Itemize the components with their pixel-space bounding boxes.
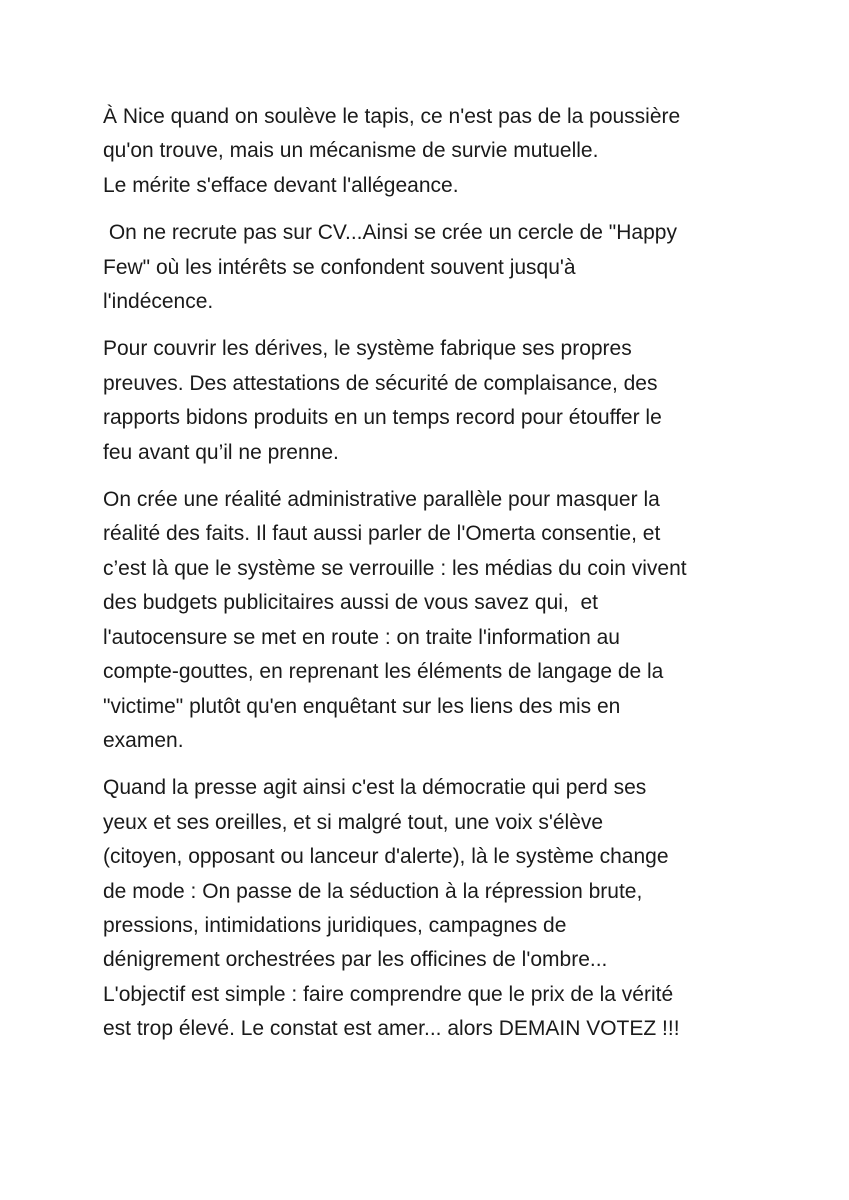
text-line: est trop élevé. Le constat est amer... alors DEMAIN VOTEZ !!! bbox=[103, 1017, 680, 1041]
text-line: dénigrement orchestrées par les officines de l'ombre... bbox=[103, 948, 608, 972]
text-line: qu'on trouve, mais un mécanisme de survie mutuelle. bbox=[103, 139, 599, 163]
text-line: pressions, intimidations juridiques, campagnes de bbox=[103, 913, 567, 937]
text-line: des budgets publicitaires aussi de vous savez qui, et bbox=[103, 591, 598, 615]
text-line: Pour couvrir les dérives, le système fabrique ses propres bbox=[103, 337, 632, 361]
text-line: L'objectif est simple : faire comprendre que le prix de la vérité bbox=[103, 982, 674, 1006]
paragraph-1 bbox=[103, 100, 763, 203]
text-line: Quand la presse agit ainsi c'est la démocratie qui perd ses bbox=[103, 776, 647, 800]
text-line: Le mérite s'efface devant l'allégeance. bbox=[103, 173, 459, 197]
document-body bbox=[103, 100, 763, 1060]
text-line: On ne recrute pas sur CV...Ainsi se crée un cercle de "Happy bbox=[103, 221, 677, 245]
text-line: On crée une réalité administrative parallèle pour masquer la bbox=[103, 488, 660, 512]
text-line: "victime" plutôt qu'en enquêtant sur les liens des mis en bbox=[103, 694, 621, 718]
text-line: À Nice quand on soulève le tapis, ce n'est pas de la poussière bbox=[103, 105, 681, 128]
text-line: compte-gouttes, en reprenant les éléments de langage de la bbox=[103, 660, 664, 684]
paragraph-2 bbox=[103, 216, 763, 319]
text-line: yeux et ses oreilles, et si malgré tout, une voix s'élève bbox=[103, 810, 604, 834]
text-line: (citoyen, opposant ou lanceur d'alerte), là le système change bbox=[103, 845, 669, 869]
text-line: examen. bbox=[103, 728, 184, 752]
text-line: c’est là que le système se verrouille : les médias du coin vivent bbox=[103, 556, 687, 580]
text-line: rapports bidons produits en un temps record pour étouffer le bbox=[103, 406, 662, 430]
text-line: feu avant qu’il ne prenne. bbox=[103, 440, 339, 464]
text-line: l'indécence. bbox=[103, 290, 214, 314]
paragraph-4 bbox=[103, 483, 763, 758]
text-line: preuves. Des attestations de sécurité de complaisance, des bbox=[103, 371, 658, 395]
paragraph-3 bbox=[103, 332, 763, 470]
paragraph-5 bbox=[103, 771, 763, 1046]
text-line: Few" où les intérêts se confondent souvent jusqu'à bbox=[103, 255, 576, 279]
text-line: l'autocensure se met en route : on traite l'information au bbox=[103, 625, 620, 649]
text-line: de mode : On passe de la séduction à la répression brute, bbox=[103, 879, 643, 903]
text-line: réalité des faits. Il faut aussi parler de l'Omerta consentie, et bbox=[103, 522, 661, 546]
